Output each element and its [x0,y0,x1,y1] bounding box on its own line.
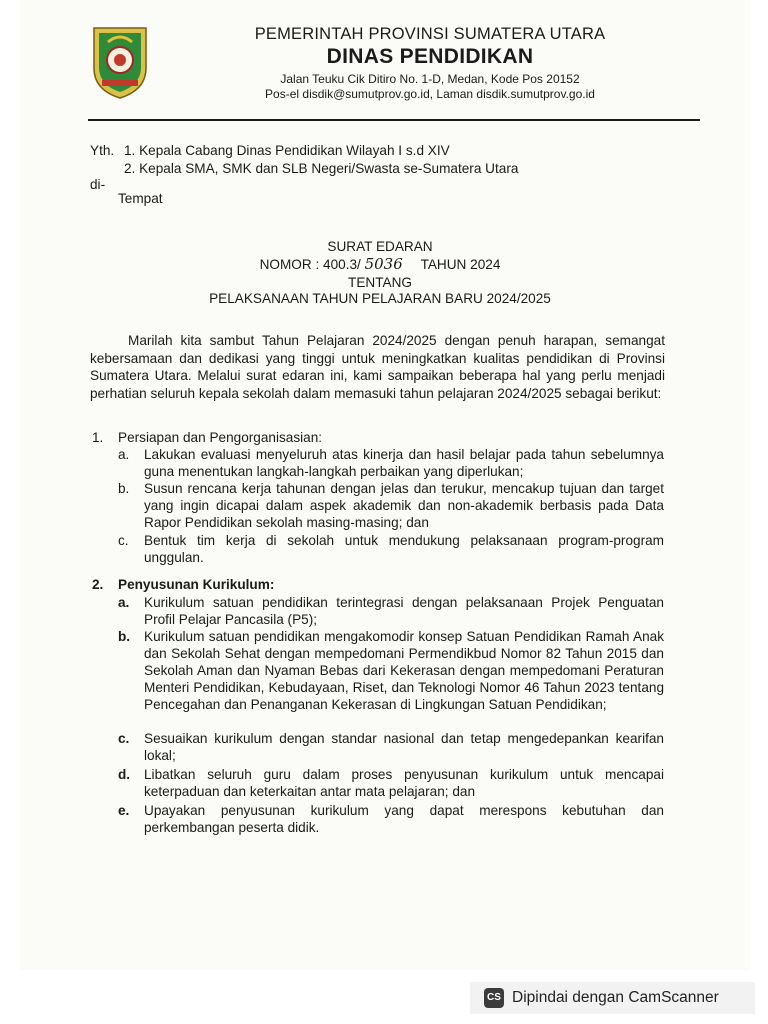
letter-number [150,256,610,273]
agency-contact: Pos-el disdik@sumutprov.go.id, Laman disdik.sumutprov.go.id [265,87,595,101]
camscanner-text: Dipindai dengan CamScanner [512,989,719,1006]
letterhead-divider [88,119,700,121]
tempat-label: Tempat [118,191,163,206]
provincial-emblem-icon [88,20,152,100]
section-title: Penyusunan Kurikulum: [118,577,275,592]
nomor-handwritten: 5036 [364,255,403,273]
section-number: 2. [92,577,104,592]
agency-name: DINAS PENDIDIKAN [326,45,534,68]
camscanner-icon: CS [484,988,504,1008]
letter-subject: PELAKSANAAN TAHUN PELAJARAN BARU 2024/2025 [209,291,551,306]
letterhead [160,24,700,102]
government-name: PEMERINTAH PROVINSI SUMATERA UTARA [254,25,606,43]
di-label: di- [90,177,106,192]
section-number: 1. [92,430,104,445]
intro-paragraph: Marilah kita sambut Tahun Pelajaran 2024/2025 dengan penuh harapan, semangat kebersamaan dan dedikasi yang tinggi untuk meningkatkan kualitas pendidikan di Provinsi Sumatera Utara. Melalui surat edaran ini, kami sampaikan beberapa hal yang perlu menjadi perhatian seluruh kepala sekolah dalam memasuki tahun pelajaran 2024/2025 sebagai berikut: [90,333,665,401]
recipient-1: 1. Kepala Cabang Dinas Pendidikan Wilayah I s.d XIV [124,143,450,158]
letter-type: SURAT EDARAN [327,239,433,254]
nomor-prefix: NOMOR : 400.3/ [259,257,361,272]
recipient-2: 2. Kepala SMA, SMK dan SLB Negeri/Swasta se-Sumatera Utara [124,161,519,176]
tentang-label: TENTANG [348,275,412,290]
yth-label: Yth. [90,143,115,158]
section-title: Persiapan dan Pengorganisasian: [118,430,323,445]
camscanner-badge [470,982,755,1014]
nomor-year: TAHUN 2024 [420,257,501,272]
agency-address: Jalan Teuku Cik Ditiro No. 1-D, Medan, Kode Pos 20152 [280,72,580,86]
